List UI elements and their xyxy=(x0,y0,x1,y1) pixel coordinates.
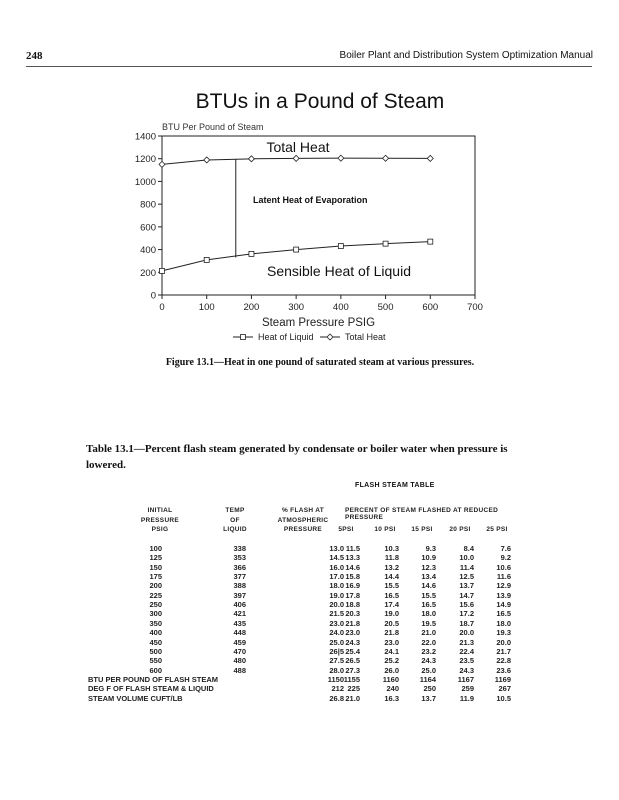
cell-initial-pressure: 550 xyxy=(149,656,162,666)
cell-percent-flash-reduced: 24.3 xyxy=(421,656,436,666)
cell-percent-flash-reduced: 10.6 xyxy=(496,562,511,572)
cell-percent-flash-reduced: 20.0 xyxy=(459,628,474,638)
cell-temp: 459 xyxy=(233,637,246,647)
cell-temp: 448 xyxy=(233,628,246,638)
cell-percent-flash-reduced: 25.2 xyxy=(384,656,399,666)
cell-percent-flash-reduced: 19.5 xyxy=(421,618,436,628)
cell-percent-flash-reduced: 21.0 xyxy=(421,628,436,638)
cell-percent-flash-atm: 18.0 xyxy=(329,581,344,591)
cell-percent-flash-reduced: 15.5 xyxy=(384,581,399,591)
cell-percent-flash-reduced: 12.9 xyxy=(496,581,511,591)
footer-cell: 250 xyxy=(423,684,436,694)
cell-percent-flash-reduced: 9.3 xyxy=(425,544,436,553)
cell-percent-flash-reduced: 10.9 xyxy=(421,553,436,563)
x-tick-label: 200 xyxy=(243,302,260,313)
y-tick-label: 1200 xyxy=(134,154,156,166)
cell-percent-flash-reduced: 9.2 xyxy=(500,553,511,563)
footer-cell: 259 xyxy=(461,684,474,694)
x-tick-label: 400 xyxy=(332,302,349,313)
cell-percent-flash-reduced: 22.4 xyxy=(459,646,474,656)
cell-percent-flash-atm: 20.0 xyxy=(329,600,344,610)
annotation-latent-heat: Latent Heat of Evaporation xyxy=(253,195,368,205)
footer-cell: 10.5 xyxy=(496,693,511,703)
cell-percent-flash-reduced: 12.5 xyxy=(459,572,474,582)
cell-initial-pressure: 500 xyxy=(149,646,162,656)
cell-percent-flash-reduced: 18.0 xyxy=(496,618,511,628)
cell-percent-flash-reduced: 27.3 xyxy=(345,665,360,675)
cell-initial-pressure: 400 xyxy=(149,628,162,638)
cell-percent-flash-reduced: 23.0 xyxy=(345,628,360,638)
cell-percent-flash-reduced: 17.4 xyxy=(384,600,399,610)
cell-percent-flash-reduced: 14.6 xyxy=(421,581,436,591)
cell-percent-flash-reduced: 10.0 xyxy=(459,553,474,563)
header-percent-flash: % FLASH AT xyxy=(282,507,324,514)
cell-temp: 388 xyxy=(233,581,246,591)
cell-percent-flash-reduced: 17.8 xyxy=(345,590,360,600)
cell-percent-flash-atm: 13.0 xyxy=(329,544,344,553)
cell-percent-flash-reduced: 11.8 xyxy=(384,553,399,563)
cell-percent-flash-reduced: 15.6 xyxy=(459,600,474,610)
footer-cell: 1169 xyxy=(494,674,511,684)
cell-percent-flash-reduced: 14.9 xyxy=(496,600,511,610)
cell-percent-flash-reduced: 21.3 xyxy=(459,637,474,647)
cell-percent-flash-atm: 19.0 xyxy=(329,590,344,600)
cell-percent-flash-atm: 28.0 xyxy=(329,665,344,675)
footer-cell: 1150 xyxy=(327,674,344,684)
cell-percent-flash-reduced: 23.5 xyxy=(459,656,474,666)
flash-table-title: FLASH STEAM TABLE xyxy=(355,482,435,489)
cell-percent-flash-reduced: 20.0 xyxy=(496,637,511,647)
annotation-sensible-heat: Sensible Heat of Liquid xyxy=(267,263,411,279)
cell-percent-flash-reduced: 18.0 xyxy=(421,609,436,619)
cell-percent-flash-reduced: 8.4 xyxy=(463,544,474,553)
x-tick-label: 700 xyxy=(467,302,483,313)
footer-cell: 21.0 xyxy=(345,693,360,703)
cell-percent-flash-reduced: 23.2 xyxy=(421,646,436,656)
cell-initial-pressure: 125 xyxy=(149,553,162,563)
header-percent-flash: PRESSURE xyxy=(283,526,323,533)
cell-initial-pressure: 200 xyxy=(149,581,162,591)
cell-temp: 366 xyxy=(233,562,246,572)
cell-percent-flash-reduced: 17.2 xyxy=(459,609,474,619)
footer-cell: 212 xyxy=(331,684,344,694)
y-tick-label: 800 xyxy=(140,199,156,211)
cell-percent-flash-reduced: 13.2 xyxy=(384,562,399,572)
cell-percent-flash-reduced: 12.3 xyxy=(421,562,436,572)
cell-percent-flash-reduced: 24.1 xyxy=(384,646,399,656)
cell-temp: 353 xyxy=(233,553,246,563)
y-tick-label: 400 xyxy=(140,245,156,257)
cell-temp: 435 xyxy=(233,618,246,628)
cell-percent-flash-reduced: 13.9 xyxy=(496,590,511,600)
chart-title: BTUs in a Pound of Steam xyxy=(195,90,445,113)
header-reduced-pressure: 15 PSI xyxy=(411,526,433,533)
cell-percent-flash-reduced: 15.8 xyxy=(345,572,360,582)
header-reduced-pressure: 20 PSI xyxy=(449,526,471,533)
cell-temp: 338 xyxy=(233,544,246,553)
legend-label-heat-of-liquid: Heat of Liquid xyxy=(258,332,314,342)
cell-initial-pressure: 250 xyxy=(149,600,162,610)
cell-percent-flash-reduced: 16.5 xyxy=(421,600,436,610)
y-tick-label: 200 xyxy=(140,267,156,279)
cell-percent-flash-reduced: 18.8 xyxy=(345,600,360,610)
cell-percent-flash-atm: 26|5 xyxy=(329,646,344,656)
cell-percent-flash-reduced: 11.5 xyxy=(345,544,360,553)
cell-percent-flash-reduced: 24.3 xyxy=(459,665,474,675)
cell-percent-flash-reduced: 7.6 xyxy=(500,544,511,553)
cell-percent-flash-atm: 23.0 xyxy=(329,618,344,628)
y-tick-label: 600 xyxy=(140,222,156,234)
annotation-total-heat: Total Heat xyxy=(266,139,330,155)
footer-cell: 1160 xyxy=(382,674,399,684)
header-initial-pressure: PSIG xyxy=(151,526,169,533)
cell-initial-pressure: 225 xyxy=(149,590,162,600)
x-tick-label: 500 xyxy=(377,302,394,313)
cell-percent-flash-atm: 16.0 xyxy=(329,562,344,572)
x-tick-label: 600 xyxy=(422,302,439,313)
footer-cell: 240 xyxy=(386,684,399,694)
cell-percent-flash-reduced: 11.4 xyxy=(459,562,474,572)
footer-row-label: BTU PER POUND OF FLASH STEAM xyxy=(88,674,219,684)
cell-percent-flash-reduced: 25.4 xyxy=(345,646,360,656)
header-reduced-pressure: 5PSI xyxy=(338,526,354,533)
cell-percent-flash-reduced: 22.8 xyxy=(496,656,511,666)
header-temp: LIQUID xyxy=(223,526,247,533)
cell-percent-flash-reduced: 21.8 xyxy=(345,618,360,628)
cell-percent-flash-reduced: 22.0 xyxy=(421,637,436,647)
footer-cell: 267 xyxy=(498,684,511,694)
cell-percent-flash-reduced: 26.0 xyxy=(384,665,399,675)
running-header: Boiler Plant and Distribution System Optimization Manual xyxy=(339,50,593,61)
cell-percent-flash-atm: 21.5 xyxy=(329,609,344,619)
cell-temp: 397 xyxy=(233,590,246,600)
footer-row-label: STEAM VOLUME CUFT/LB xyxy=(88,693,183,703)
cell-initial-pressure: 350 xyxy=(149,618,162,628)
cell-percent-flash-reduced: 23.0 xyxy=(384,637,399,647)
cell-percent-flash-atm: 17.0 xyxy=(329,572,344,582)
cell-temp: 480 xyxy=(233,656,246,666)
cell-percent-flash-reduced: 23.6 xyxy=(496,665,511,675)
footer-row-label: DEG F OF FLASH STEAM & LIQUID xyxy=(88,684,214,694)
footer-cell: 11.9 xyxy=(459,693,474,703)
cell-initial-pressure: 150 xyxy=(149,562,162,572)
legend-label-total-heat: Total Heat xyxy=(345,332,386,342)
cell-initial-pressure: 100 xyxy=(149,544,162,553)
cell-temp: 406 xyxy=(233,600,246,610)
footer-cell: 1155 xyxy=(343,674,360,684)
cell-percent-flash-reduced: 24.3 xyxy=(345,637,360,647)
cell-temp: 377 xyxy=(233,572,246,582)
cell-temp: 470 xyxy=(233,646,246,656)
y-tick-label: 1400 xyxy=(134,131,156,143)
cell-percent-flash-reduced: 20.3 xyxy=(345,609,360,619)
cell-initial-pressure: 600 xyxy=(149,665,162,675)
cell-percent-flash-reduced: 16.5 xyxy=(384,590,399,600)
cell-percent-flash-atm: 25.0 xyxy=(329,637,344,647)
header-temp: TEMP xyxy=(225,507,245,514)
cell-percent-flash-reduced: 11.6 xyxy=(496,572,511,582)
y-axis-label: BTU Per Pound of Steam xyxy=(162,122,264,132)
cell-percent-flash-reduced: 21.7 xyxy=(496,646,511,656)
cell-temp: 421 xyxy=(233,609,246,619)
header-initial-pressure: PRESSURE xyxy=(140,516,180,524)
cell-percent-flash-reduced: 14.4 xyxy=(384,572,399,582)
cell-percent-flash-reduced: 19.3 xyxy=(496,628,511,638)
cell-percent-flash-reduced: 15.5 xyxy=(421,590,436,600)
cell-temp: 488 xyxy=(233,665,246,675)
cell-percent-flash-atm: 24.0 xyxy=(329,628,344,638)
cell-percent-flash-atm: 27.5 xyxy=(329,656,344,666)
cell-percent-flash-reduced: 14.7 xyxy=(459,590,474,600)
cell-percent-flash-reduced: 16.9 xyxy=(345,581,360,591)
y-tick-label: 1000 xyxy=(134,176,156,188)
header-temp: OF xyxy=(230,516,240,524)
y-tick-label: 0 xyxy=(150,290,156,302)
footer-cell: 16.3 xyxy=(384,693,399,703)
header-reduced-group: PERCENT OF STEAM FLASHED AT REDUCED PRESSURE xyxy=(345,507,499,521)
header-initial-pressure: INITIAL xyxy=(147,507,173,514)
cell-percent-flash-reduced: 13.3 xyxy=(345,553,360,563)
cell-initial-pressure: 450 xyxy=(149,637,162,647)
cell-percent-flash-reduced: 18.7 xyxy=(459,618,474,628)
footer-cell: 225 xyxy=(347,684,360,694)
cell-percent-flash-reduced: 26.5 xyxy=(345,656,360,666)
cell-percent-flash-reduced: 13.4 xyxy=(421,572,436,582)
cell-percent-flash-reduced: 20.5 xyxy=(384,618,399,628)
footer-cell: 1164 xyxy=(419,674,436,684)
cell-percent-flash-reduced: 10.3 xyxy=(384,544,399,553)
table-caption: Table 13.1—Percent flash steam generated by condensate or boiler water when pressure is lowered. xyxy=(86,443,508,471)
cell-initial-pressure: 175 xyxy=(149,572,162,582)
cell-percent-flash-reduced: 21.8 xyxy=(384,628,399,638)
x-tick-label: 100 xyxy=(198,302,215,313)
x-axis-label: Steam Pressure PSIG xyxy=(261,317,376,329)
footer-cell: 13.7 xyxy=(421,693,436,703)
cell-percent-flash-reduced: 25.0 xyxy=(421,665,436,675)
footer-cell: 26.8 xyxy=(329,693,344,703)
x-tick-label: 0 xyxy=(159,302,165,313)
cell-percent-flash-atm: 14.5 xyxy=(329,553,344,563)
cell-percent-flash-reduced: 14.6 xyxy=(345,562,360,572)
cell-percent-flash-reduced: 13.7 xyxy=(459,581,474,591)
figure-caption: Figure 13.1—Heat in one pound of saturated steam at various pressures. xyxy=(165,357,475,368)
cell-percent-flash-reduced: 16.5 xyxy=(496,609,511,619)
header-reduced-pressure: 25 PSI xyxy=(486,526,508,533)
x-tick-label: 300 xyxy=(288,302,305,313)
header-reduced-pressure: 10 PSI xyxy=(374,526,396,533)
footer-cell: 1167 xyxy=(457,674,474,684)
cell-initial-pressure: 300 xyxy=(149,609,162,619)
page-number: 248 xyxy=(26,50,43,62)
cell-percent-flash-reduced: 19.0 xyxy=(384,609,399,619)
header-percent-flash: ATMOSPHERIC xyxy=(277,516,329,524)
